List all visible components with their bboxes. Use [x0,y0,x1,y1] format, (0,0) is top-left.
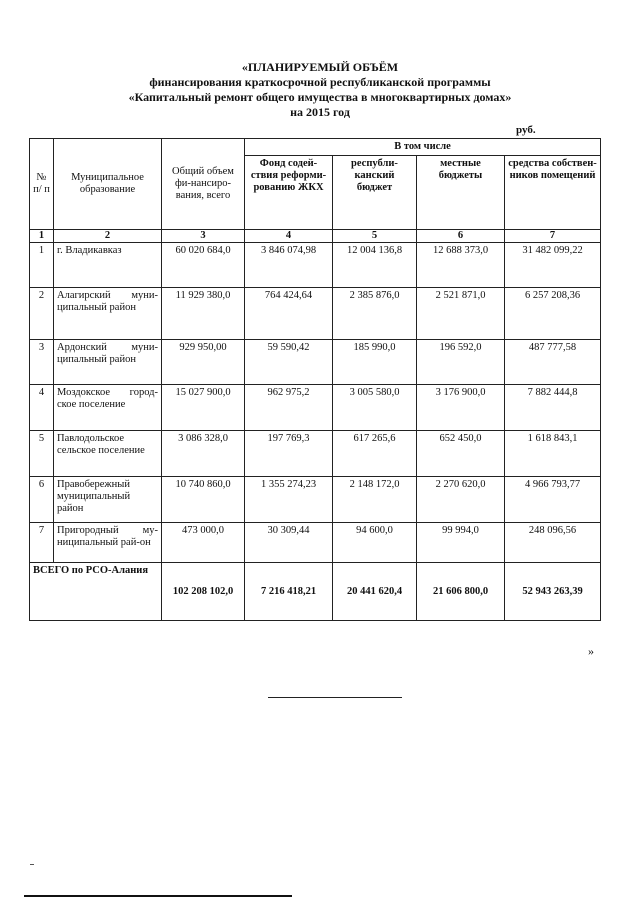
header-including: В том числе [245,139,601,156]
total-cell: 3 086 328,0 [162,431,245,477]
financing-table [29,138,601,621]
title-line-4: на 2015 год [290,105,350,119]
republic-cell: 12 004 136,8 [333,243,417,288]
document-title [0,60,640,120]
owners-cell: 6 257 208,36 [505,288,601,340]
local-cell: 99 994,0 [417,523,505,563]
total-cell: 15 027 900,0 [162,385,245,431]
municipality-name: Моздокское город-ское поселение [54,385,162,431]
total-cell: 60 020 684,0 [162,243,245,288]
total-cell: 11 929 380,0 [162,288,245,340]
column-number: 5 [333,230,417,243]
total-label: ВСЕГО по РСО-Алания [30,563,162,621]
fund-cell: 3 846 074,98 [245,243,333,288]
owners-cell: 487 777,58 [505,340,601,385]
header-local: местные бюджеты [417,156,505,230]
fund-cell: 7 216 418,21 [245,563,333,621]
municipality-name: Пригородный му-ниципальный рай-он [54,523,162,563]
republic-cell: 617 265,6 [333,431,417,477]
total-cell: 473 000,0 [162,523,245,563]
total-cell: 929 950,00 [162,340,245,385]
row-number: 4 [30,385,54,431]
table-row [30,477,601,523]
local-cell: 3 176 900,0 [417,385,505,431]
municipality-name: Алагирский муни-ципальный район [54,288,162,340]
municipality-name: г. Владикавказ [54,243,162,288]
total-cell: 10 740 860,0 [162,477,245,523]
republic-cell: 3 005 580,0 [333,385,417,431]
title-line-2: финансирования краткосрочной республиканской программы [149,75,491,89]
table-row [30,385,601,431]
table-row [30,288,601,340]
republic-cell: 2 148 172,0 [333,477,417,523]
fund-cell: 764 424,64 [245,288,333,340]
republic-cell: 185 990,0 [333,340,417,385]
column-number: 4 [245,230,333,243]
header-owners: средства собствен-ников помещений [505,156,601,230]
municipality-name: Павлодольское сельское поселение [54,431,162,477]
republic-cell: 20 441 620,4 [333,563,417,621]
total-cell: 102 208 102,0 [162,563,245,621]
row-number: 6 [30,477,54,523]
scan-mark [30,864,34,865]
local-cell: 196 592,0 [417,340,505,385]
table-row [30,340,601,385]
local-cell: 652 450,0 [417,431,505,477]
row-number: 5 [30,431,54,477]
header-fund: Фонд содей-ствия реформи-рованию ЖКХ [245,156,333,230]
local-cell: 12 688 373,0 [417,243,505,288]
municipality-name: Правобережный муниципальный район [54,477,162,523]
header-total: Общий объем фи-нансиро-вания, всего [162,139,245,230]
owners-cell: 31 482 099,22 [505,243,601,288]
footer-rule [24,895,292,897]
table-row [30,523,601,563]
local-cell: 2 521 871,0 [417,288,505,340]
row-number: 7 [30,523,54,563]
closing-quote: » [588,644,594,658]
title-line-1: «ПЛАНИРУЕМЫЙ ОБЪЁМ [241,60,399,74]
row-number: 1 [30,243,54,288]
owners-cell: 52 943 263,39 [505,563,601,621]
column-number: 3 [162,230,245,243]
header-municipality: Муниципальное образование [54,139,162,230]
total-row [30,563,601,621]
owners-cell: 248 096,56 [505,523,601,563]
header-num: № п/ п [30,139,54,230]
fund-cell: 30 309,44 [245,523,333,563]
row-number: 3 [30,340,54,385]
republic-cell: 2 385 876,0 [333,288,417,340]
municipality-name: Ардонский муни-ципальный район [54,340,162,385]
fund-cell: 197 769,3 [245,431,333,477]
local-cell: 2 270 620,0 [417,477,505,523]
column-number: 2 [54,230,162,243]
republic-cell: 94 600,0 [333,523,417,563]
local-cell: 21 606 800,0 [417,563,505,621]
table-row [30,431,601,477]
fund-cell: 59 590,42 [245,340,333,385]
header-row-1 [30,139,601,156]
column-number-row [30,230,601,243]
row-number: 2 [30,288,54,340]
column-number: 1 [30,230,54,243]
column-number: 7 [505,230,601,243]
owners-cell: 4 966 793,77 [505,477,601,523]
header-republic: республи-канский бюджет [333,156,417,230]
column-number: 6 [417,230,505,243]
table-row [30,243,601,288]
owners-cell: 1 618 843,1 [505,431,601,477]
currency-note: руб. [516,124,536,136]
title-line-3: «Капитальный ремонт общего имущества в многоквартирных домах» [128,90,512,104]
fund-cell: 1 355 274,23 [245,477,333,523]
signature-divider [268,697,402,698]
fund-cell: 962 975,2 [245,385,333,431]
owners-cell: 7 882 444,8 [505,385,601,431]
